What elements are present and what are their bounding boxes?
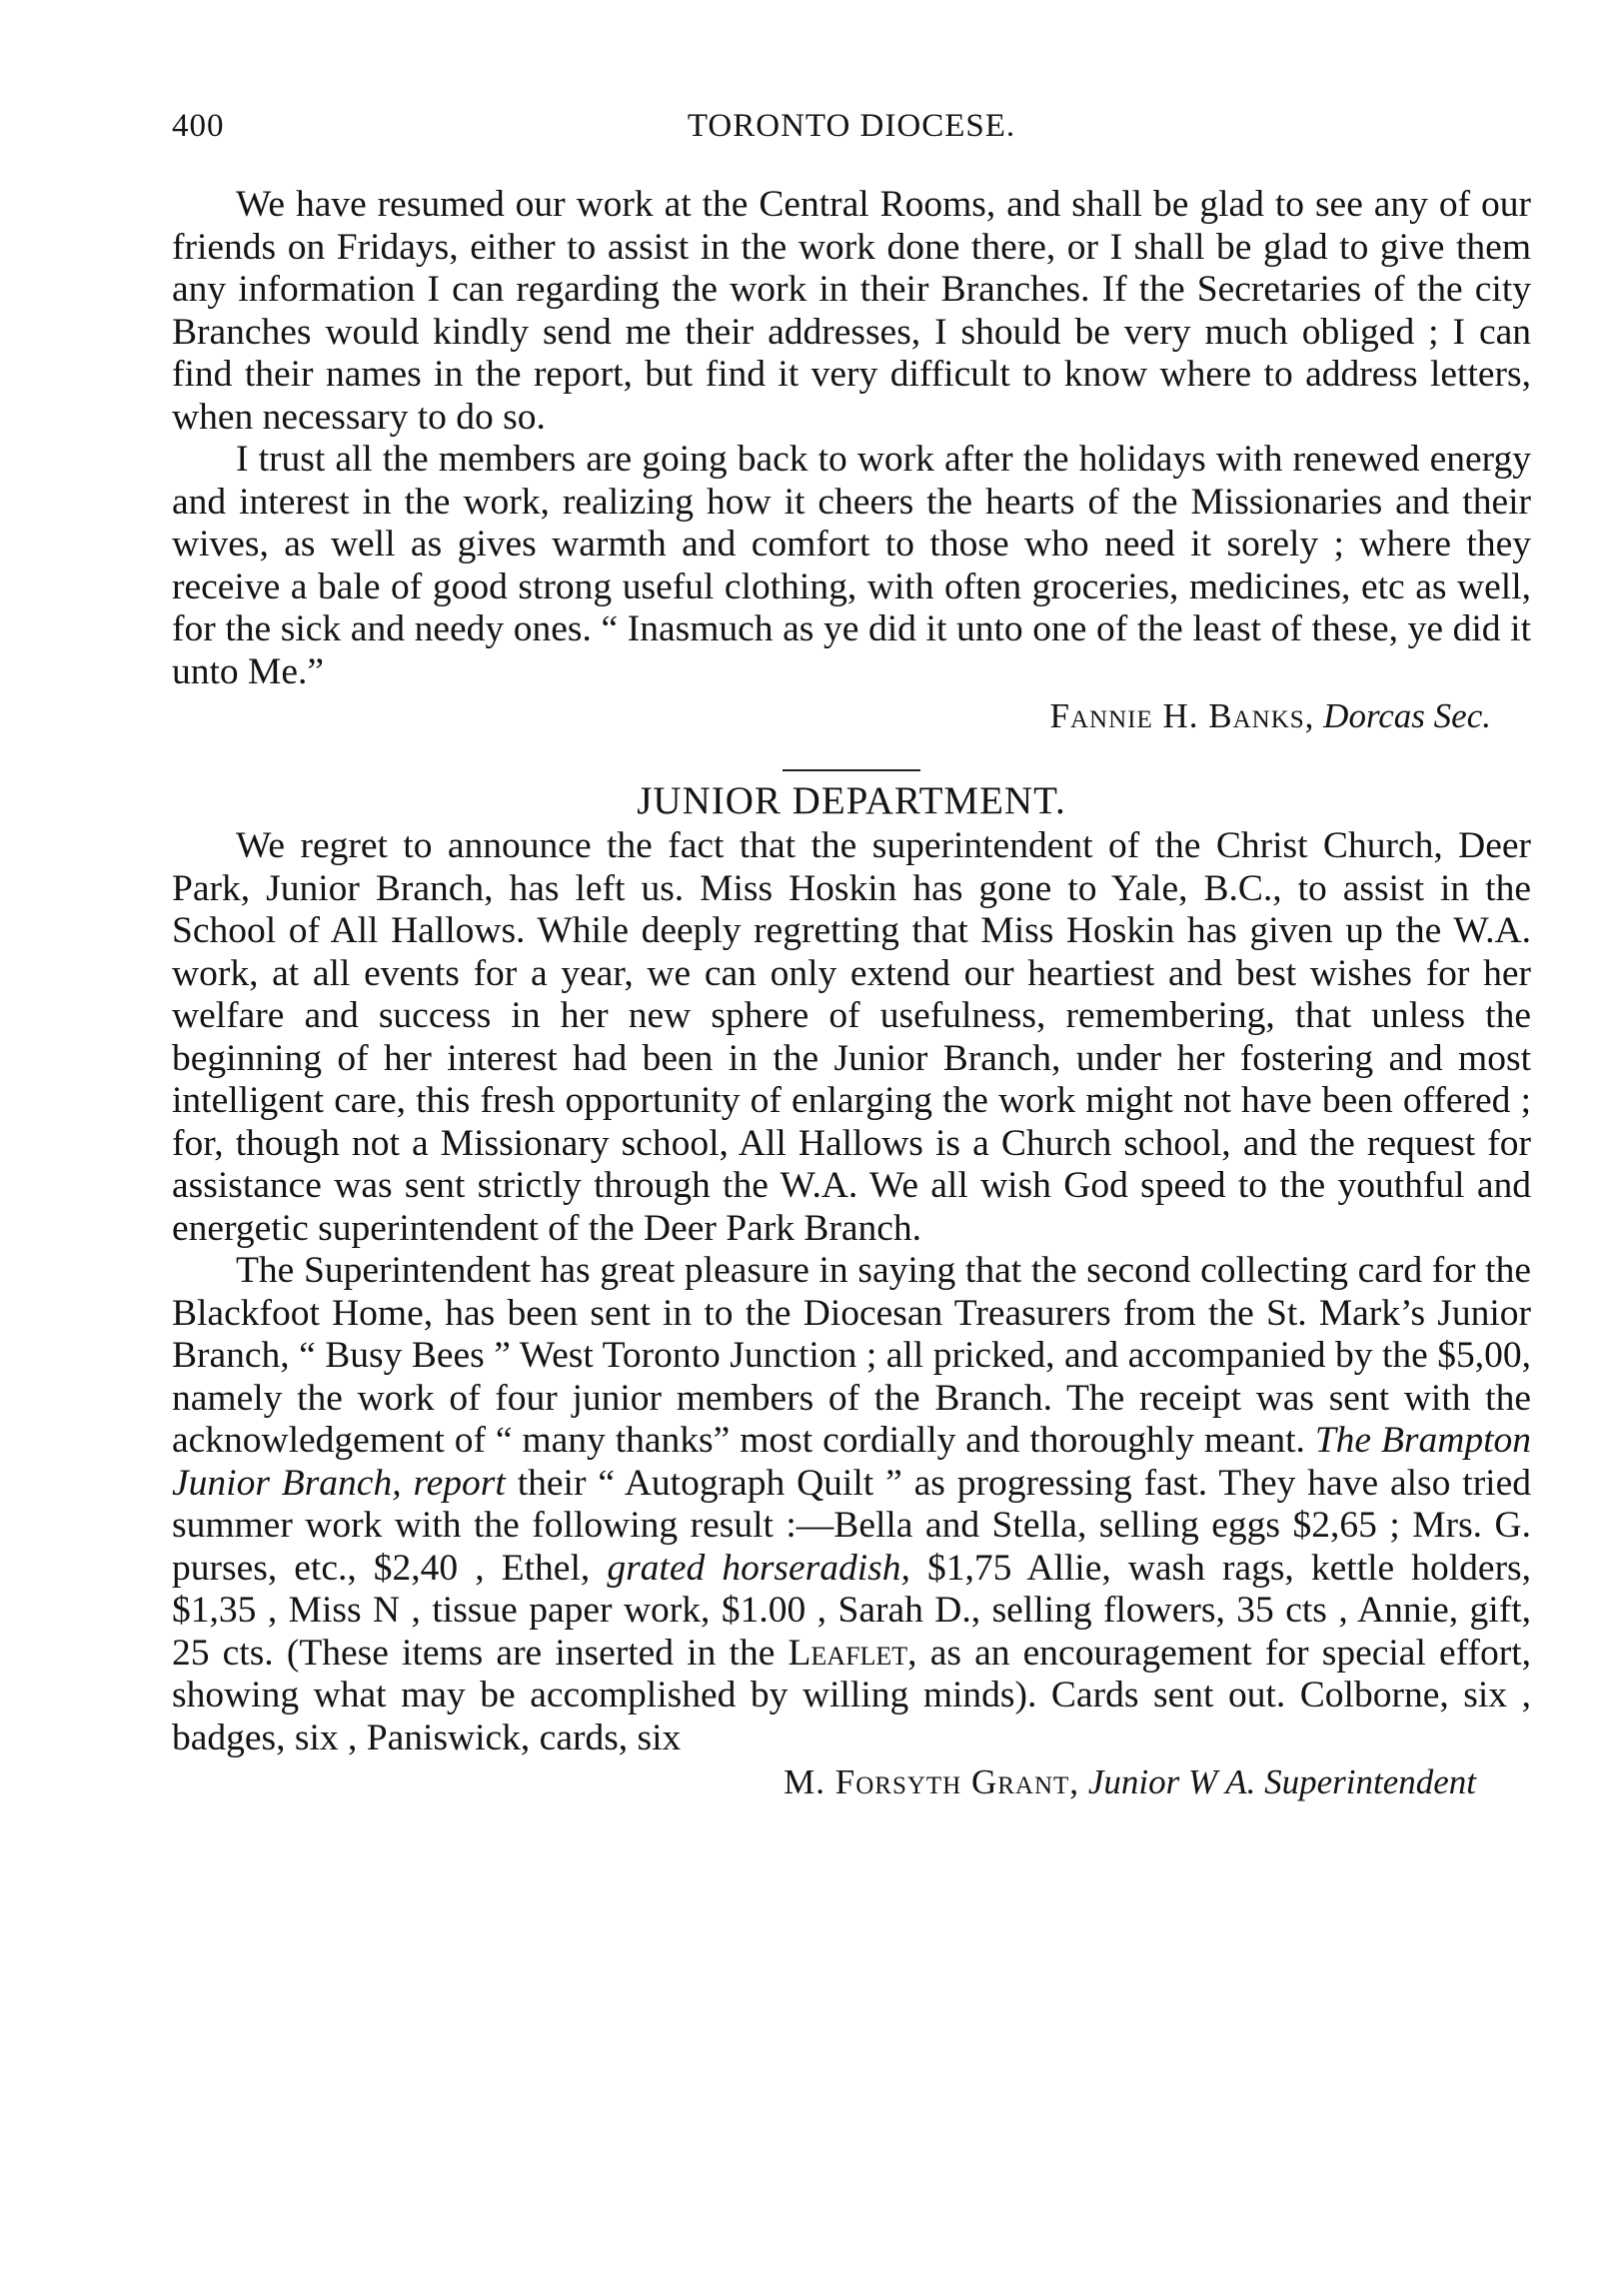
junior-paragraph-2-brampton: The Brampton Junior Branch, report (172, 1420, 1531, 1504)
running-head-title: TORONTO DIOCESE. (687, 108, 1016, 144)
document-page (172, 108, 1531, 1803)
junior-paragraph-2-part-c: their “ Autograph Quilt ” as progressing fast. They have also tried summer work with the following result :—Bella and Stella, selling eggs $2,65 ; Mrs. G. purses, etc., $2,40 , Ethel, (172, 1462, 1531, 1589)
dorcas-paragraph-1: We have resumed our work at the Central Rooms, and shall be glad to see any of our friends on Fridays, either to assist in the work done there, or I shall be glad to give them any information I can regarding the work in their Branches. If the Secretaries of the city Branches would kindly send me their addresses, I should be very much obliged ; I can find their names in the report, but find it very difficult to know where to address letters, when necessary to do so. (172, 184, 1531, 438)
junior-paragraph-2-part-e: $1,75 Allie, wash rags, kettle holders, $1,35 , Miss N , tissue paper work, $1.00 , Sarah D., selling flowers, 35 cts , Annie, gift, 25 cts. (These items are inserted in the (172, 1547, 1532, 1674)
dorcas-signature-title: Dorcas Sec. (1323, 696, 1491, 735)
junior-paragraph-2-part-a: The Superintendent has great pleasure in saying that the second collecting card for the Blackfoot Home, has been sent in to the Diocesan Treasurers from the St. Mark’s Junior Branch, “ Busy Bees ” West Toronto Junction ; all pricked, and accompanied by the $5,00, namely the work of four junior members of the Branch. The receipt was sent with the acknowledgement of “ many thanks” most cordially and thoroughly meant. (172, 1250, 1531, 1461)
junior-department-heading: JUNIOR DEPARTMENT. (637, 779, 1066, 822)
junior-paragraph-2-horseradish: grated horseradish, (607, 1547, 910, 1589)
junior-signature (172, 1761, 1476, 1803)
dorcas-signature-name: Fannie H. Banks, (1049, 696, 1315, 735)
section-divider (783, 769, 920, 771)
dorcas-paragraph-2: I trust all the members are going back to work after the holidays with renewed energy and interest in the work, realizing how it cheers the hearts of the Missionaries and their wives, as well as gives warmth and comfort to those who need it sorely ; where they receive a bale of good strong useful clothing, with often groceries, medicines, etc as well, for the sick and needy ones. “ Inasmuch as ye did it unto one of the least of these, ye did it unto Me.” (172, 439, 1531, 692)
junior-paragraph-1: We regret to announce the fact that the superintendent of the Christ Church, Deer Park, Junior Branch, has left us. Miss Hoskin has gone to Yale, B.C., to assist in the School of All Hallows. While deeply regretting that Miss Hoskin has given up the W.A. work, at all events for a year, we can only extend our heartiest and best wishes for her welfare and success in her new sphere of usefulness, remembering, that unless the beginning of her interest had been in the Junior Branch, under her fostering and most intelligent care, this fresh opportunity of enlarging the work might not have been offered ; for, though not a Missionary school, All Hallows is a Church school, and the request for assistance was sent strictly through the W.A. We all wish God speed to the youthful and energetic superintendent of the Deer Park Branch. (172, 825, 1531, 1249)
junior-paragraph-2-leaflet: Leaflet, (788, 1632, 917, 1674)
dorcas-signature (172, 695, 1491, 737)
page-number: 400 (172, 108, 225, 144)
running-head (172, 108, 1531, 160)
junior-paragraph-2 (172, 1250, 1531, 1759)
junior-signature-name: M. Forsyth Grant, (784, 1762, 1080, 1801)
junior-signature-title: Junior W A. Superintendent (1087, 1762, 1476, 1801)
junior-paragraph-2-part-g: as an encouragement for special effort, showing what may be accomplished by willing minds). Cards sent out. Colborne, six , badges, six , Paniswick, cards, six (172, 1632, 1531, 1758)
